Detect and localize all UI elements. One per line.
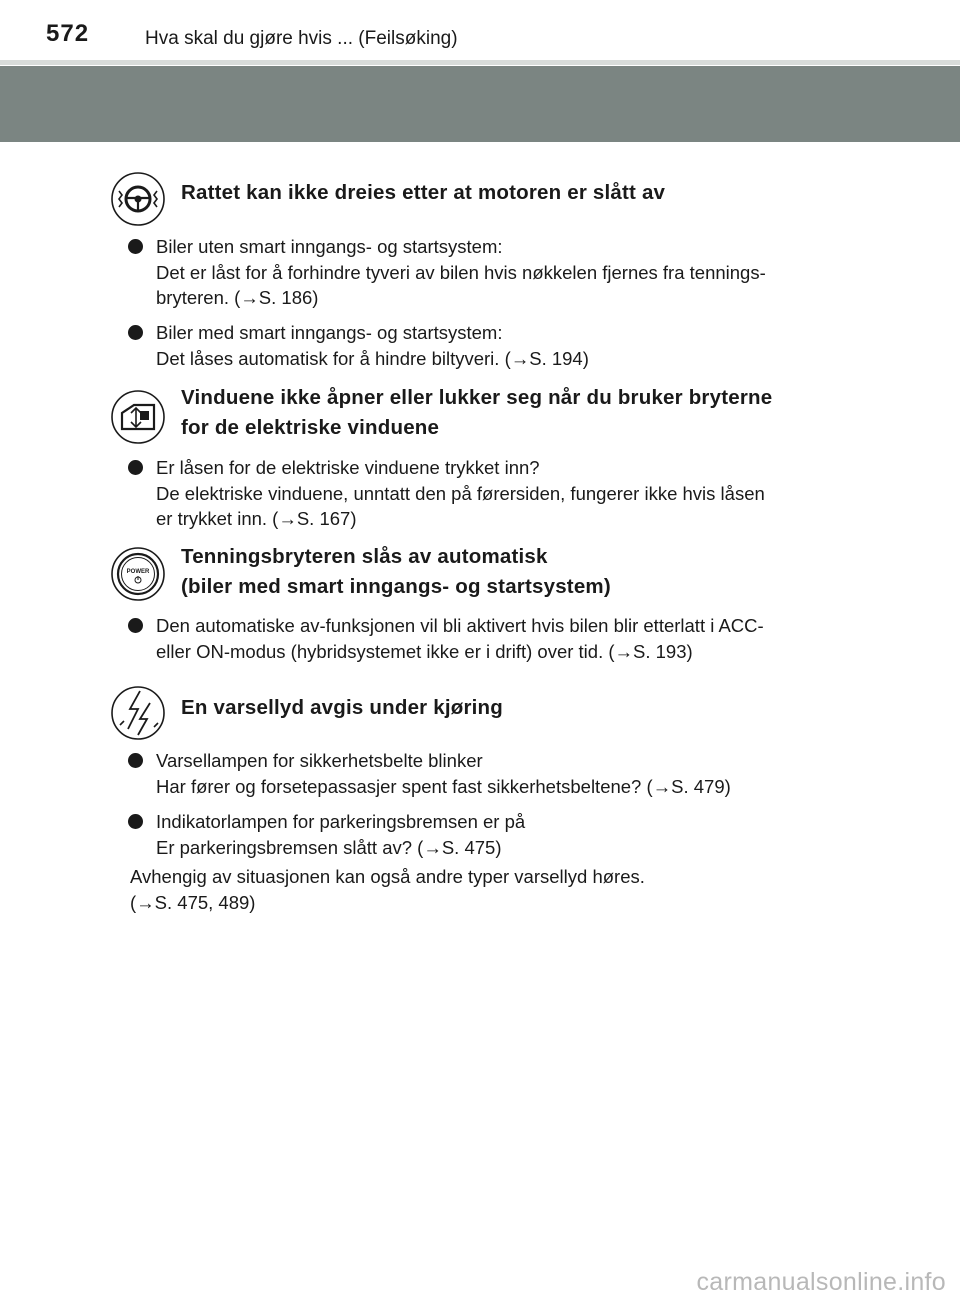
power-switch-icon (110, 546, 166, 602)
bullet-dot (128, 239, 143, 254)
bullet-item: Biler med smart inngangs- og startsystem: Det låses automatisk for å hindre biltyveri. (→S. 194) (128, 320, 843, 371)
running-title: Hva skal du gjøre hvis ... (Feilsøking) (145, 28, 458, 49)
note-text: Avhengig av situasjonen kan også andre typer varsellyd høres. (→S. 475, 489) (130, 866, 645, 913)
bullet-item: Indikatorlampen for parkeringsbremsen er på Er parkeringsbremsen slått av? (→S. 475) (128, 809, 843, 860)
bullet-dot (128, 814, 143, 829)
page-header (0, 0, 960, 62)
section-title: En varsellyd avgis under kjøring (181, 696, 503, 719)
bullet-item: Biler uten smart inngangs- og startsystem: Det er låst for å forhindre tyveri av bilen hvis nøkkelen fjernes fra tennings- bryteren. (→S. 186) (128, 234, 843, 311)
bullet-item: Den automatiske av-funksjonen vil bli aktivert hvis bilen blir etterlatt i ACC- eller ON-modus (hybridsystemet ikke er i drift) over tid. (→S. 193) (128, 613, 843, 664)
section-title: Vinduene ikke åpner eller lukker seg når du bruker bryterne for de elektriske vinduene (181, 386, 773, 439)
section-banner (0, 66, 960, 142)
bullet-dot (128, 753, 143, 768)
header-divider (0, 60, 960, 65)
section-title: Tenningsbryteren slås av automatisk (biler med smart inngangs- og startsystem) (181, 545, 611, 598)
page-number: 572 (46, 20, 90, 47)
watermark: carmanualsonline.info (696, 1268, 946, 1296)
svg-text:POWER: POWER (126, 569, 150, 575)
section-title: Rattet kan ikke dreies etter at motoren er slått av (181, 181, 666, 204)
power-window-icon (110, 389, 166, 445)
bullet-dot (128, 325, 143, 340)
bullet-dot (128, 618, 143, 633)
steering-wheel-icon (110, 171, 166, 227)
bullet-item: Varsellampen for sikkerhetsbelte blinker Har fører og forsetepassasjer spent fast sikkerhetsbeltene? (→S. 479) (128, 748, 843, 799)
warning-sound-icon (110, 685, 166, 741)
bullet-dot (128, 460, 143, 475)
bullet-item: Er låsen for de elektriske vinduene trykket inn? De elektriske vinduene, unntatt den på førersiden, fungerer ikke hvis låsen er trykket inn. (→S. 167) (128, 455, 843, 532)
